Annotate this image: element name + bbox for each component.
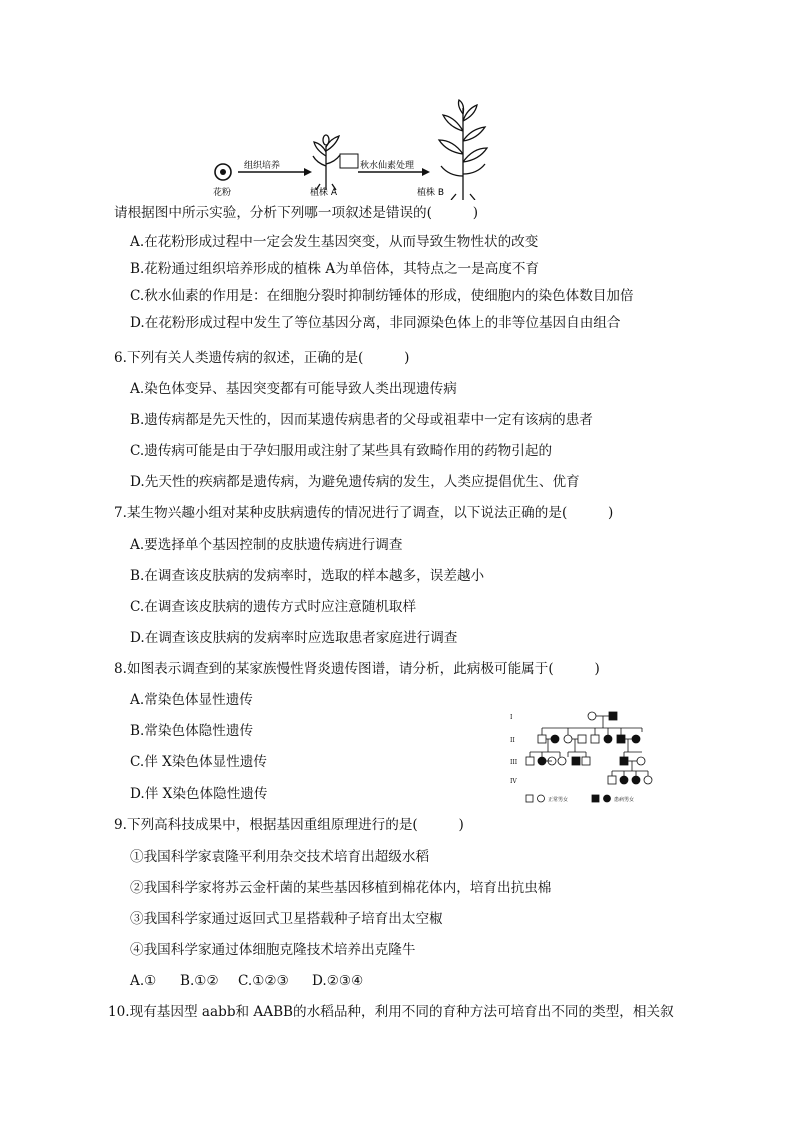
plant-a-label: 植株 A	[310, 188, 338, 198]
q8-option-b: B.常染色体隐性遗传	[130, 723, 254, 739]
gen-label-2: II	[510, 737, 515, 744]
q6-option-d: D.先天性的疾病都是遗传病，为避免遗传病的发生，人类应提倡优生、优育	[130, 474, 580, 490]
q8-option-c: C.伴 X染色体显性遗传	[130, 754, 267, 770]
q8-option-a: A.常染色体显性遗传	[130, 692, 253, 708]
pollen-label: 花粉	[213, 188, 232, 198]
q9-stem: 9.下列高科技成果中，根据基因重组原理进行的是( )	[114, 817, 464, 833]
experiment-figure	[200, 96, 500, 200]
q6-option-c: C.遗传病可能是由于孕妇服用或注射了某些具有致畸作用的药物引起的	[130, 443, 553, 459]
q9-choice-d: D.②③④	[312, 973, 364, 989]
q8-option-d: D.伴 X染色体隐性遗传	[130, 786, 268, 802]
pedigree-figure	[508, 704, 678, 810]
q9-choice-c: C.①②③	[238, 973, 289, 989]
q9-item-2: ②我国科学家将苏云金杆菌的某些基因移植到棉花体内，培育出抗虫棉	[130, 880, 552, 896]
legend-normal: 正常男女	[548, 797, 569, 803]
step1-label: 组织培养	[244, 161, 281, 171]
legend-affected: 患病男女	[614, 797, 635, 803]
experiment-diagram	[200, 96, 500, 200]
q5-stem: 请根据图中所示实验，分析下列哪一项叙述是错误的( )	[114, 205, 479, 221]
q5-option-a: A.在花粉形成过程中一定会发生基因突变，从而导致生物性状的改变	[130, 234, 539, 250]
q10-stem: 10.现有基因型 aabb和 AABB的水稻品种，利用不同的育种方法可培育出不同的类型，相关叙	[108, 1004, 674, 1020]
q9-choice-b: B.①②	[180, 973, 219, 989]
plant-a-icon	[313, 135, 340, 190]
q5-option-b: B.花粉通过组织培养形成的植株 A为单倍体，其特点之一是高度不育	[130, 261, 540, 277]
q9-choice-a: A.①	[130, 973, 157, 989]
q9-item-3: ③我国科学家通过返回式卫星搭载种子培育出太空椒	[130, 911, 443, 927]
pedigree-chart	[508, 704, 678, 810]
q7-option-a: A.要选择单个基因控制的皮肤遗传病进行调查	[130, 537, 403, 553]
q7-option-c: C.在调查该皮肤病的遗传方式时应注意随机取样	[130, 599, 417, 615]
q9-item-4: ④我国科学家通过体细胞克隆技术培养出克隆牛	[130, 942, 416, 958]
step2-label: 秋水仙素处理	[360, 161, 415, 171]
q7-stem: 7.某生物兴趣小组对某种皮肤病遗传的情况进行了调查，以下说法正确的是( )	[114, 505, 614, 521]
q7-option-d: D.在调查该皮肤病的发病率时应选取患者家庭进行调查	[130, 630, 458, 646]
q5-option-d: D.在花粉形成过程中发生了等位基因分离，非同源染色体上的非等位基因自由组合	[130, 315, 621, 331]
q7-option-b: B.在调查该皮肤病的发病率时，选取的样本越多，误差越小	[130, 568, 485, 584]
q9-item-1: ①我国科学家袁隆平利用杂交技术培育出超级水稻	[130, 849, 430, 865]
plant-b-icon	[439, 100, 487, 200]
q6-option-a: A.染色体变异、基因突变都有可能导致人类出现遗传病	[130, 381, 457, 397]
gen-label-1: I	[510, 714, 513, 721]
q6-stem: 6.下列有关人类遗传病的叙述，正确的是( )	[114, 350, 410, 366]
q6-option-b: B.遗传病都是先天性的，因而某遗传病患者的父母或祖辈中一定有该病的患者	[130, 412, 593, 428]
q8-stem: 8.如图表示调查到的某家族慢性肾炎遗传图谱，请分析，此病极可能属于( )	[114, 661, 600, 677]
gen-label-4: IV	[510, 778, 517, 785]
gen-label-3: III	[510, 759, 518, 766]
plant-b-label: 植株 B	[417, 188, 445, 198]
q5-option-c: C.秋水仙素的作用是：在细胞分裂时抑制纺锤体的形成，使细胞内的染色体数目加倍	[130, 288, 634, 304]
